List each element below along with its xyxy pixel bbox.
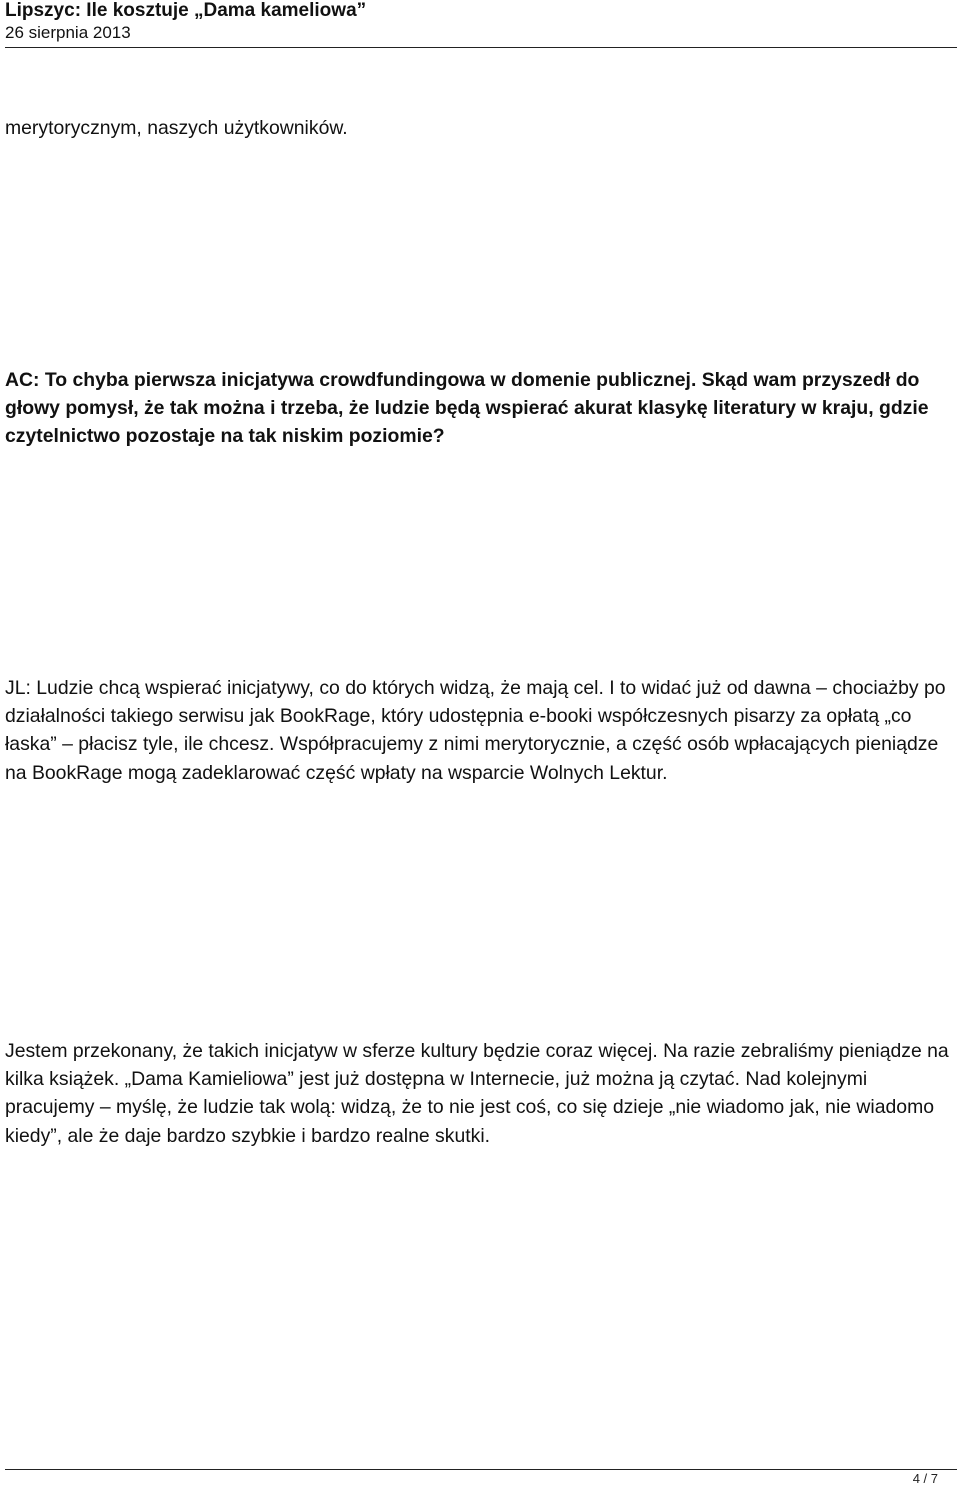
page-number: 4 / 7 <box>912 1471 938 1486</box>
interview-answer-continued: Jestem przekonany, że takich inicjatyw w sferze kultury będzie coraz więcej. Na razie zebraliśmy pieniądze na kilka książek. „Dama Kamieliowa” jest już dostępna w Internecie, już można ją czytać. Nad kolejnymi pracujemy – myślę, że ludzie tak wolą: widzą, że to nie jest coś, co się dzieje „nie wiadomo jak, nie wiadomo kiedy”, ale że daje bardzo szybkie i bardzo realne skutki. <box>5 1040 949 1147</box>
document-date: 26 sierpnia 2013 <box>5 23 131 42</box>
footer-divider <box>5 1469 957 1470</box>
document-title: Lipszyc: Ile kosztuje „Dama kameliowa” <box>5 0 367 21</box>
interview-question: AC: To chyba pierwsza inicjatywa crowdfundingowa w domenie publicznej. Skąd wam przyszedł do głowy pomysł, że tak można i trzeba, że ludzie będą wspierać akurat klasykę literatury w kraju, gdzie czytelnictwo pozostaje na tak niskim poziomie? <box>5 369 929 448</box>
interview-answer: JL: Ludzie chcą wspierać inicjatywy, co do których widzą, że mają cel. I to widać już od dawna – chociażby po działalności takiego serwisu jak BookRage, który udostępnia e-booki współczesnych pisarzy za opłatą „co łaska” – płacisz tyle, ile chcesz. Współpracujemy z nimi merytorycznie, a część osób wpłacających pieniądze na BookRage mogą zadeklarować część wpłaty na wsparcie Wolnych Lektur. <box>5 677 946 784</box>
paragraph-continuation: merytorycznym, naszych użytkowników. <box>5 117 348 139</box>
header-divider <box>5 47 957 48</box>
